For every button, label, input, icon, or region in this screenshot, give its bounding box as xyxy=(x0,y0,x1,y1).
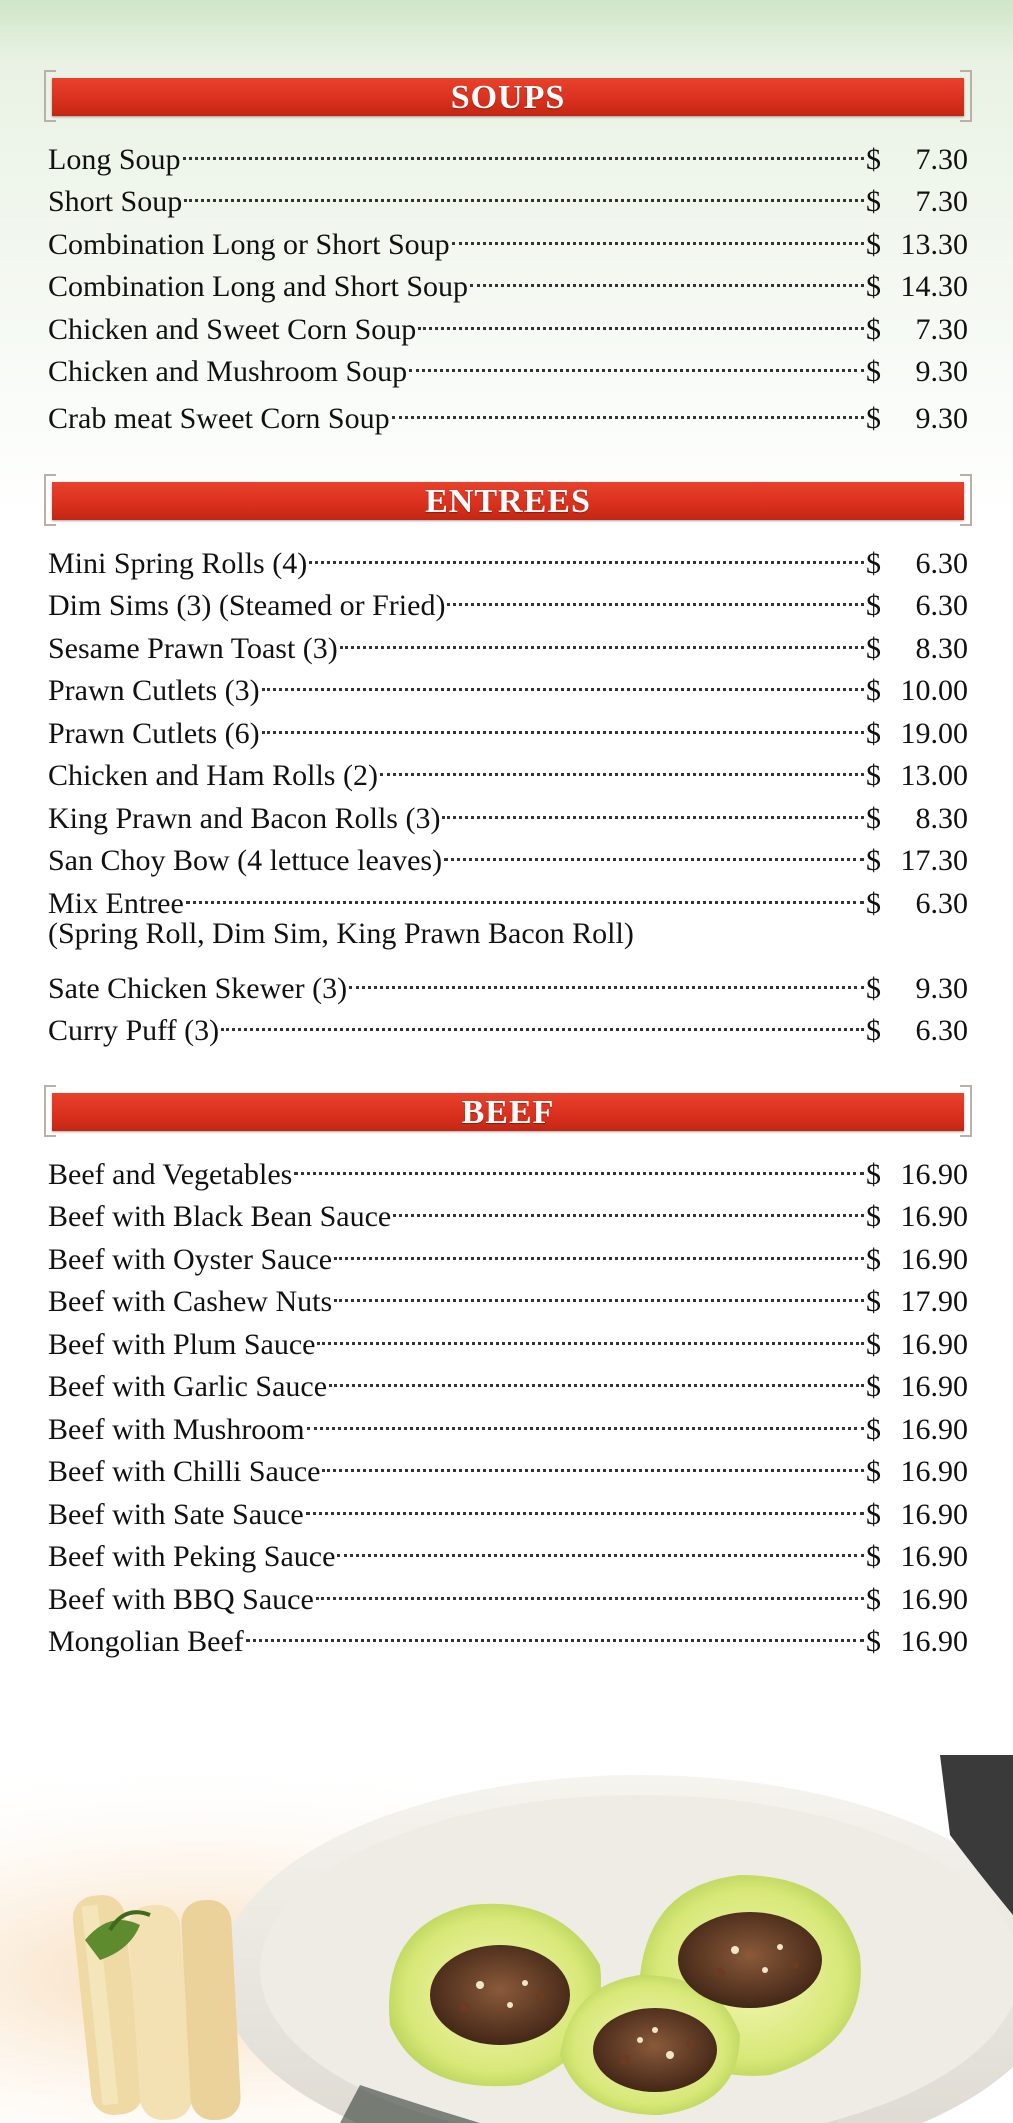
item-name: Mini Spring Rolls (4) xyxy=(48,546,308,580)
item-price: 16.90 xyxy=(900,1370,968,1403)
section-beef xyxy=(48,1093,968,1658)
currency-symbol: $ xyxy=(866,1540,881,1573)
item-price: 10.00 xyxy=(900,674,968,707)
item-name: Long Soup xyxy=(48,142,181,176)
item-price: 16.90 xyxy=(900,1540,968,1573)
item-name: Beef with Peking Sauce xyxy=(48,1540,336,1573)
item-name: Beef and Vegetables xyxy=(48,1157,293,1191)
item-price: 6.30 xyxy=(915,589,968,622)
item-price: 9.30 xyxy=(915,971,968,1005)
currency-symbol: $ xyxy=(866,312,881,346)
menu-item xyxy=(48,530,968,580)
item-name: Prawn Cutlets (3) xyxy=(48,674,260,707)
item-price: 7.30 xyxy=(915,185,968,218)
leader-dots xyxy=(380,743,864,786)
item-name: Beef with BBQ Sauce xyxy=(48,1582,314,1616)
item-price: 9.30 xyxy=(915,355,968,388)
item-name: Combination Long and Short Soup xyxy=(48,270,468,303)
spring-rolls-photo xyxy=(71,1893,242,2122)
item-price: 16.90 xyxy=(900,1242,968,1276)
currency-symbol: $ xyxy=(866,355,881,388)
currency-symbol: $ xyxy=(866,270,881,303)
currency-symbol: $ xyxy=(866,589,881,622)
menu-item xyxy=(48,955,968,1005)
item-price: 8.30 xyxy=(915,631,968,665)
leader-dots xyxy=(329,1354,864,1397)
item-name: Chicken and Sweet Corn Soup xyxy=(48,312,417,346)
currency-symbol: $ xyxy=(866,1242,881,1276)
leader-dots xyxy=(418,296,864,339)
item-price: 19.00 xyxy=(900,716,968,750)
menu-item xyxy=(48,870,968,920)
item-name: San Choy Bow (4 lettuce leaves) xyxy=(48,844,443,877)
item-name: Dim Sims (3) (Steamed or Fried) xyxy=(48,589,446,622)
leader-dots xyxy=(322,1439,864,1482)
leader-dots xyxy=(184,169,864,212)
item-name: Curry Puff (3) xyxy=(48,1014,220,1047)
item-name: King Prawn and Bacon Rolls (3) xyxy=(48,801,441,835)
item-price: 16.90 xyxy=(900,1497,968,1531)
leader-dots xyxy=(307,1396,864,1439)
currency-symbol: $ xyxy=(866,1014,881,1047)
item-price: 17.90 xyxy=(900,1285,968,1318)
currency-symbol: $ xyxy=(866,1157,881,1191)
item-name: Combination Long or Short Soup xyxy=(48,227,450,261)
leader-dots xyxy=(470,254,864,297)
mix-entree-note: (Spring Roll, Dim Sim, King Prawn Bacon Roll) xyxy=(48,916,634,950)
section-title: SOUPS xyxy=(52,78,964,116)
currency-symbol: $ xyxy=(866,1582,881,1616)
currency-symbol: $ xyxy=(866,674,881,707)
leader-dots xyxy=(246,1609,864,1652)
item-name: Crab meat Sweet Corn Soup xyxy=(48,401,390,435)
section-title: ENTREES xyxy=(52,482,964,520)
section-title: BEEF xyxy=(52,1093,964,1131)
section-header-soups xyxy=(48,78,968,120)
leader-dots xyxy=(316,1566,864,1609)
item-price: 17.30 xyxy=(900,844,968,877)
currency-symbol: $ xyxy=(866,401,881,435)
item-price: 7.30 xyxy=(915,142,968,176)
item-name: Beef with Garlic Sauce xyxy=(48,1370,328,1403)
item-name: Chicken and Ham Rolls (2) xyxy=(48,759,378,792)
leader-dots xyxy=(452,211,864,254)
section-header-beef xyxy=(48,1093,968,1135)
item-name: Short Soup xyxy=(48,185,183,218)
currency-symbol: $ xyxy=(866,716,881,750)
leader-dots xyxy=(340,615,864,658)
leader-dots xyxy=(392,385,864,428)
leader-dots xyxy=(262,658,864,701)
currency-symbol: $ xyxy=(866,844,881,877)
currency-symbol: $ xyxy=(866,759,881,792)
item-name: Prawn Cutlets (6) xyxy=(48,716,260,750)
item-price: 6.30 xyxy=(915,1014,968,1047)
leader-dots xyxy=(186,870,864,913)
leader-dots xyxy=(393,1184,864,1227)
leader-dots xyxy=(334,1226,864,1269)
item-price: 14.30 xyxy=(900,270,968,303)
leader-dots xyxy=(306,1481,864,1524)
currency-symbol: $ xyxy=(866,1327,881,1361)
section-soups xyxy=(48,78,968,435)
currency-symbol: $ xyxy=(866,801,881,835)
currency-symbol: $ xyxy=(866,546,881,580)
food-photo xyxy=(0,1755,1013,2123)
leader-dots xyxy=(409,339,864,382)
leader-dots xyxy=(442,785,864,828)
currency-symbol: $ xyxy=(866,1412,881,1446)
leader-dots xyxy=(183,126,864,169)
item-name: Mongolian Beef xyxy=(48,1625,244,1658)
menu-item xyxy=(48,211,968,261)
item-price: 13.30 xyxy=(900,227,968,261)
item-price: 16.90 xyxy=(900,1582,968,1616)
currency-symbol: $ xyxy=(866,886,881,920)
item-price: 16.90 xyxy=(900,1625,968,1658)
item-price: 16.90 xyxy=(900,1200,968,1233)
currency-symbol: $ xyxy=(866,142,881,176)
currency-symbol: $ xyxy=(866,1285,881,1318)
leader-dots xyxy=(444,828,864,871)
item-name: Beef with Oyster Sauce xyxy=(48,1242,333,1276)
currency-symbol: $ xyxy=(866,185,881,218)
item-price: 13.00 xyxy=(900,759,968,792)
leader-dots xyxy=(334,1269,864,1312)
currency-symbol: $ xyxy=(866,1497,881,1531)
menu-item xyxy=(48,126,968,176)
leader-dots xyxy=(221,998,864,1041)
currency-symbol: $ xyxy=(866,1625,881,1658)
item-name: Sate Chicken Skewer (3) xyxy=(48,971,348,1005)
item-name: Beef with Chilli Sauce xyxy=(48,1455,321,1488)
item-price: 16.90 xyxy=(900,1455,968,1488)
item-price: 6.30 xyxy=(915,546,968,580)
menu-item xyxy=(48,1141,968,1191)
item-price: 6.30 xyxy=(915,886,968,920)
leader-dots xyxy=(317,1311,864,1354)
currency-symbol: $ xyxy=(866,227,881,261)
currency-symbol: $ xyxy=(866,1370,881,1403)
item-price: 16.90 xyxy=(900,1327,968,1361)
currency-symbol: $ xyxy=(866,1200,881,1233)
item-price: 9.30 xyxy=(915,401,968,435)
item-name: Beef with Black Bean Sauce xyxy=(48,1200,392,1233)
item-name: Beef with Mushroom xyxy=(48,1412,305,1446)
leader-dots xyxy=(309,530,864,573)
leader-dots xyxy=(294,1141,864,1184)
item-name: Sesame Prawn Toast (3) xyxy=(48,631,338,665)
leader-dots xyxy=(349,955,864,998)
leader-dots xyxy=(262,700,864,743)
leader-dots xyxy=(447,573,864,616)
item-price: 7.30 xyxy=(915,312,968,346)
item-price: 8.30 xyxy=(915,801,968,835)
currency-symbol: $ xyxy=(866,971,881,1005)
item-name: Mix Entree xyxy=(48,886,184,920)
currency-symbol: $ xyxy=(866,631,881,665)
item-name: Chicken and Mushroom Soup xyxy=(48,355,408,388)
item-price: 16.90 xyxy=(900,1412,968,1446)
item-name: Beef with Plum Sauce xyxy=(48,1327,316,1361)
menu-item xyxy=(48,169,968,218)
leader-dots xyxy=(337,1524,864,1567)
item-price: 16.90 xyxy=(900,1157,968,1191)
currency-symbol: $ xyxy=(866,1455,881,1488)
item-name: Beef with Cashew Nuts xyxy=(48,1285,333,1318)
item-name: Beef with Sate Sauce xyxy=(48,1497,304,1531)
section-entrees xyxy=(48,482,968,1047)
section-header-entrees xyxy=(48,482,968,524)
